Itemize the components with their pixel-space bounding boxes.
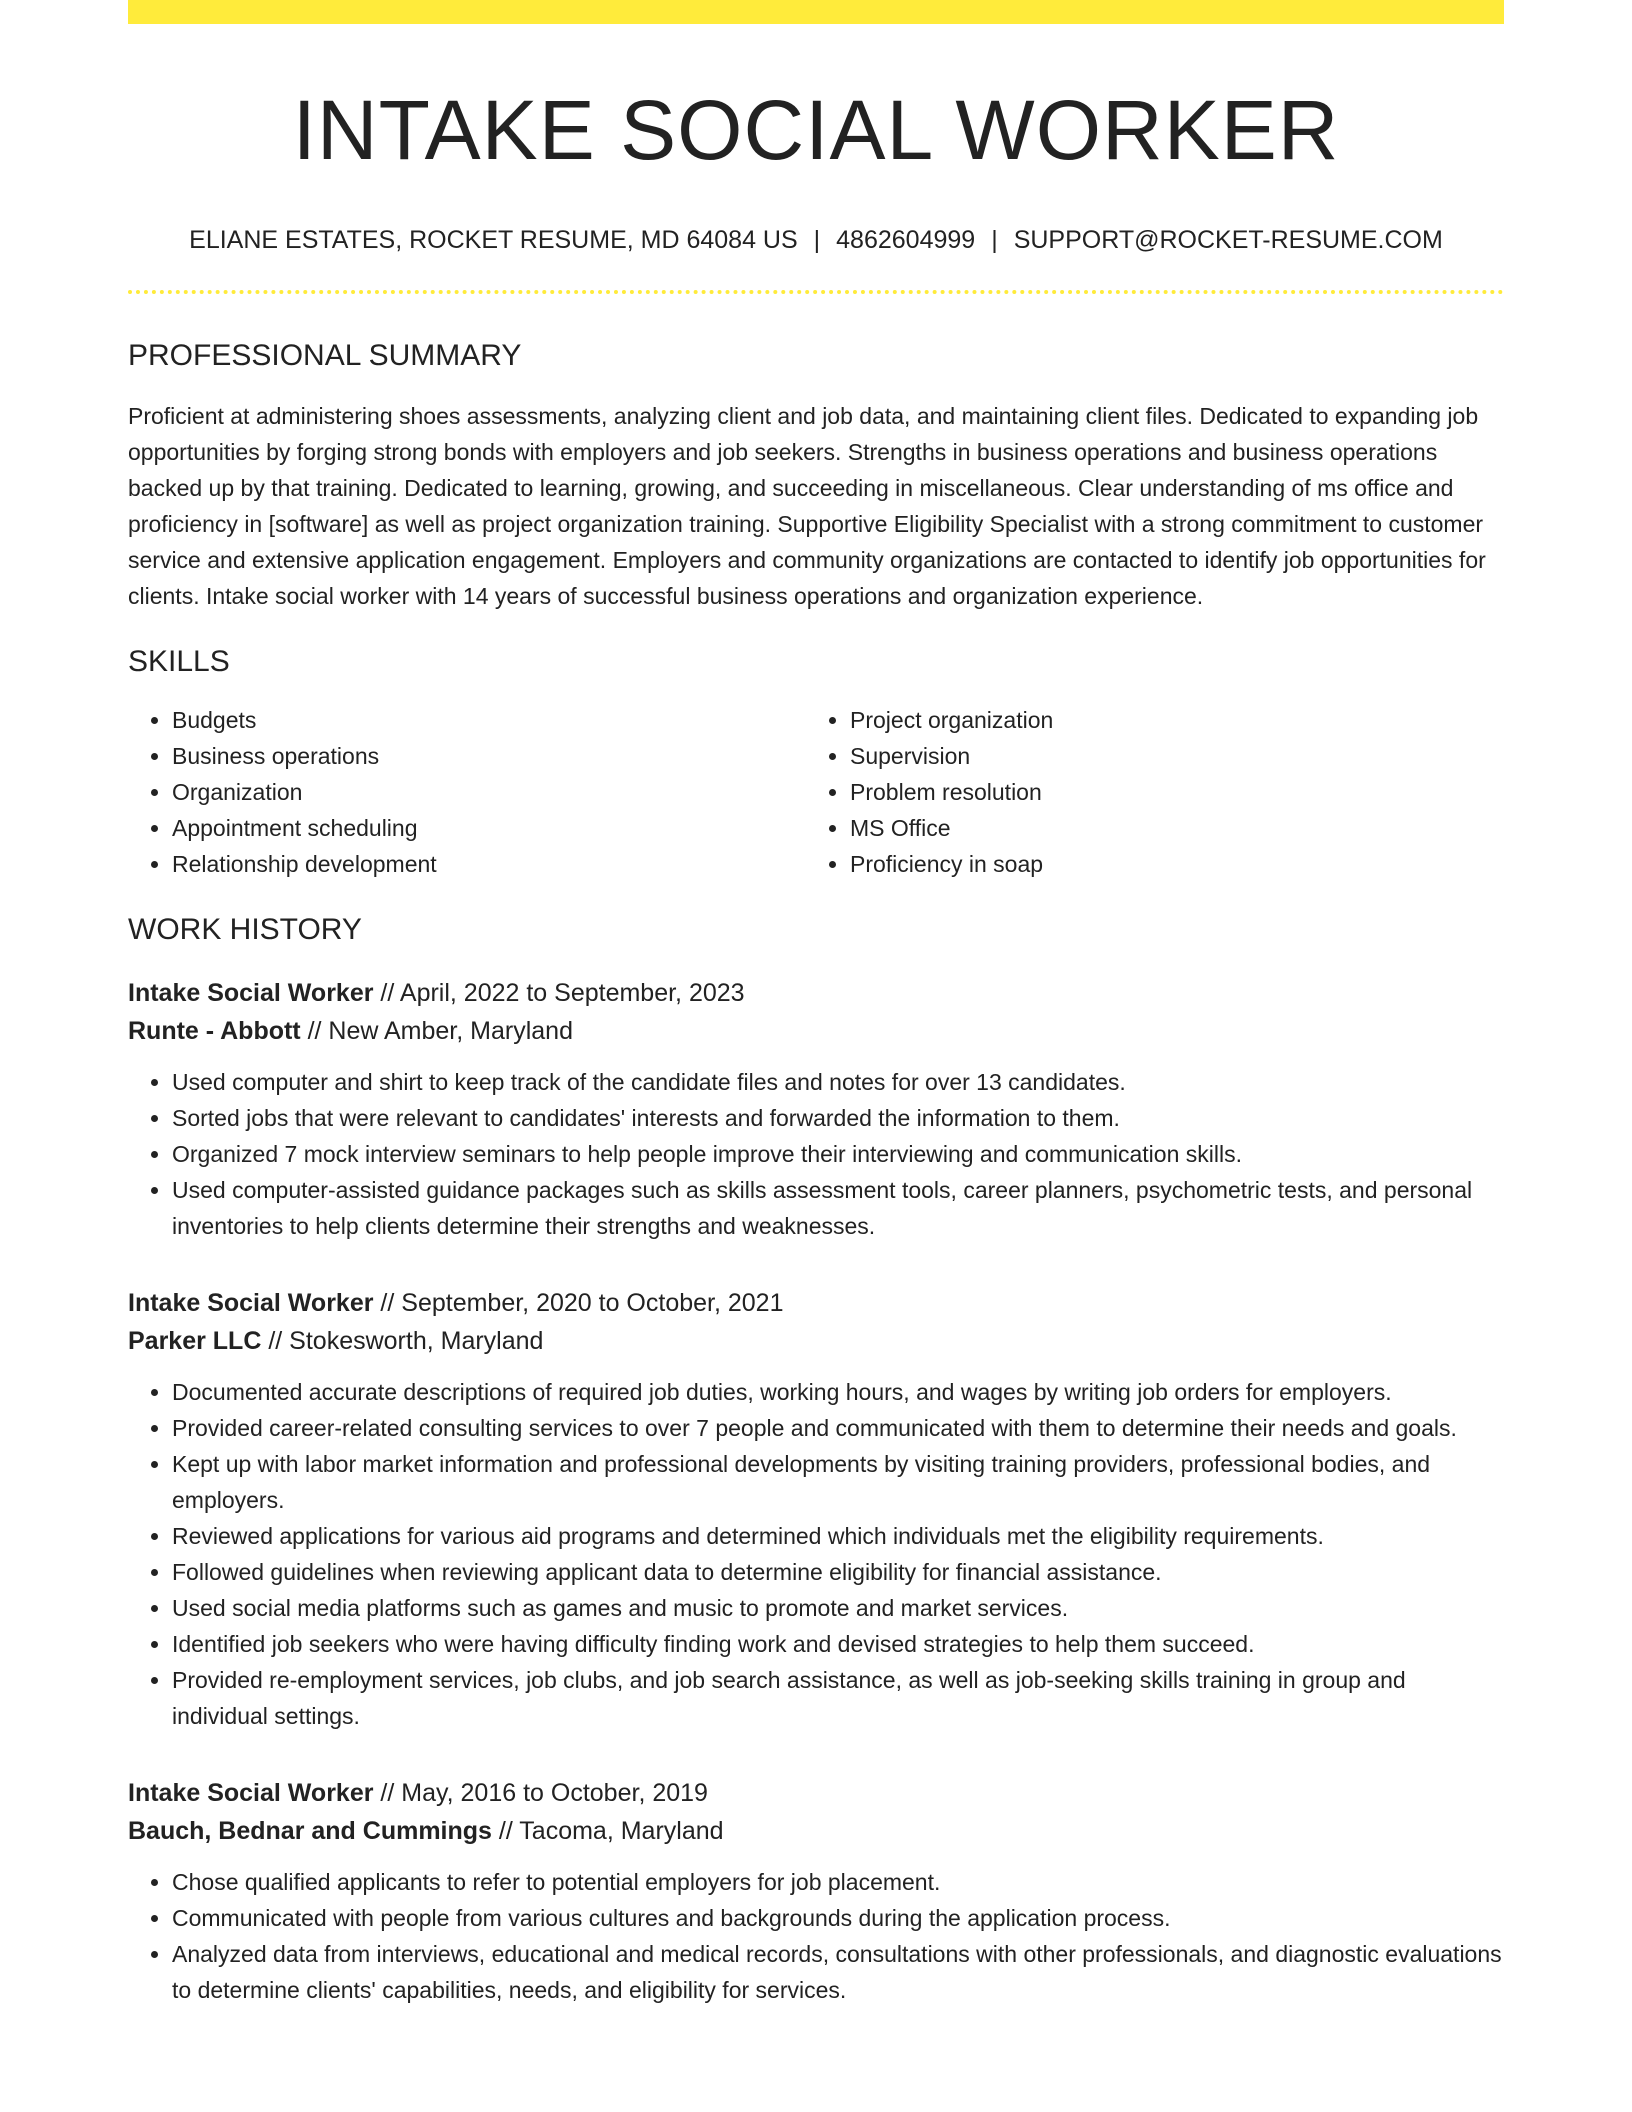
skills-list bbox=[128, 702, 1504, 882]
job-bullet: • Sorted jobs that were relevant to candidates' interests and forwarded the information to them. bbox=[172, 1100, 1504, 1136]
job-bullet: • Used social media platforms such as games and music to promote and market services. bbox=[172, 1590, 1504, 1626]
summary-heading: PROFESSIONAL SUMMARY bbox=[128, 339, 522, 373]
skill-item: • Organization bbox=[172, 774, 806, 810]
job-bullet: • Identified job seekers who were having difficulty finding work and devised strategies to help them succeed. bbox=[172, 1626, 1504, 1662]
skills-column-right bbox=[806, 702, 1484, 882]
job-bullets bbox=[128, 1374, 1504, 1734]
skills-column-left bbox=[128, 702, 806, 882]
skills-heading: SKILLS bbox=[128, 645, 230, 679]
job-company: Parker LLC bbox=[128, 1327, 262, 1356]
job-title: Intake Social Worker bbox=[128, 1289, 374, 1318]
skill-item: • Proficiency in soap bbox=[850, 846, 1484, 882]
contact-separator: | bbox=[991, 226, 998, 255]
contact-line bbox=[128, 224, 1504, 256]
job-entry bbox=[128, 974, 1504, 1244]
job-title-line bbox=[128, 1774, 1504, 1812]
skill-item: • Project organization bbox=[850, 702, 1484, 738]
job-title-line bbox=[128, 974, 1504, 1012]
job-company-line bbox=[128, 1812, 1504, 1850]
job-entry bbox=[128, 1284, 1504, 1734]
job-company: Bauch, Bednar and Cummings bbox=[128, 1817, 492, 1846]
job-location: // Tacoma, Maryland bbox=[491, 1817, 724, 1846]
job-bullet: • Organized 7 mock interview seminars to help people improve their interviewing and communication skills. bbox=[172, 1136, 1504, 1172]
skill-item: • Appointment scheduling bbox=[172, 810, 806, 846]
page-title: INTAKE SOCIAL WORKER bbox=[292, 83, 1340, 177]
job-location: // New Amber, Maryland bbox=[300, 1017, 573, 1046]
job-bullet: • Reviewed applications for various aid programs and determined which individuals met the eligibility requirements. bbox=[172, 1518, 1504, 1554]
skill-item: • Relationship development bbox=[172, 846, 806, 882]
job-location: // Stokesworth, Maryland bbox=[261, 1327, 544, 1356]
job-dates: // September, 2020 to October, 2021 bbox=[373, 1289, 784, 1318]
job-entry bbox=[128, 1774, 1504, 2008]
job-bullet: • Communicated with people from various cultures and backgrounds during the application process. bbox=[172, 1900, 1504, 1936]
job-company-line bbox=[128, 1322, 1504, 1360]
job-bullet: • Chose qualified applicants to refer to potential employers for job placement. bbox=[172, 1864, 1504, 1900]
job-dates: // May, 2016 to October, 2019 bbox=[373, 1779, 708, 1808]
job-bullet: • Kept up with labor market information and professional developments by visiting training providers, professional bodies, and employers. bbox=[172, 1446, 1504, 1518]
job-bullet: • Provided career-related consulting services to over 7 people and communicated with them to determine their needs and goals. bbox=[172, 1410, 1504, 1446]
skill-item: • Supervision bbox=[850, 738, 1484, 774]
contact-phone: 4862604999 bbox=[836, 226, 976, 255]
job-company: Runte - Abbott bbox=[128, 1017, 301, 1046]
job-bullets bbox=[128, 1864, 1504, 2008]
skill-item: • Business operations bbox=[172, 738, 806, 774]
job-title-line bbox=[128, 1284, 1504, 1322]
skill-item: • Problem resolution bbox=[850, 774, 1484, 810]
contact-separator: | bbox=[813, 226, 821, 255]
dotted-divider bbox=[128, 290, 1504, 294]
work-history-heading: WORK HISTORY bbox=[128, 913, 362, 947]
contact-address: ELIANE ESTATES, ROCKET RESUME, MD 64084 US bbox=[189, 226, 798, 255]
job-bullet: • Used computer and shirt to keep track of the candidate files and notes for over 13 candidates. bbox=[172, 1064, 1504, 1100]
accent-top-bar bbox=[128, 0, 1504, 24]
skill-item: • MS Office bbox=[850, 810, 1484, 846]
job-bullet: • Documented accurate descriptions of required job duties, working hours, and wages by writing job orders for employers. bbox=[172, 1374, 1504, 1410]
job-company-line bbox=[128, 1012, 1504, 1050]
job-bullet: • Provided re-employment services, job clubs, and job search assistance, as well as job-seeking skills training in group and individual settings. bbox=[172, 1662, 1504, 1734]
job-bullets bbox=[128, 1064, 1504, 1244]
job-bullet: • Used computer-assisted guidance packages such as skills assessment tools, career planners, psychometric tests, and personal inventories to help clients determine their strengths and weaknesses. bbox=[172, 1172, 1504, 1244]
job-bullet: • Followed guidelines when reviewing applicant data to determine eligibility for financial assistance. bbox=[172, 1554, 1504, 1590]
job-title: Intake Social Worker bbox=[128, 1779, 374, 1808]
job-title: Intake Social Worker bbox=[128, 979, 374, 1008]
contact-email: SUPPORT@ROCKET-RESUME.COM bbox=[1013, 226, 1443, 255]
skill-item: • Budgets bbox=[172, 702, 806, 738]
job-bullet: • Analyzed data from interviews, educational and medical records, consultations with other professionals, and diagnostic evaluations to determine clients' capabilities, needs, and eligibility for services. bbox=[172, 1936, 1504, 2008]
summary-text: Proficient at administering shoes assessments, analyzing client and job data, and maintaining client files. Dedicated to expanding job opportunities by forging strong bonds with employers and job seekers. Strengths in business operations and business operations backed up by that training. Dedicated to learning, growing, and succeeding in miscellaneous. Clear understanding of ms office and proficiency in [software] as well as project organization training. Supportive Eligibility Specialist with a strong commitment to customer service and extensive application engagement. Employers and community organizations are contacted to identify job opportunities for clients. Intake social worker with 14 years of successful business operations and organization experience. bbox=[128, 403, 1486, 610]
job-dates: // April, 2022 to September, 2023 bbox=[373, 979, 745, 1008]
resume-page bbox=[128, 0, 1504, 2008]
